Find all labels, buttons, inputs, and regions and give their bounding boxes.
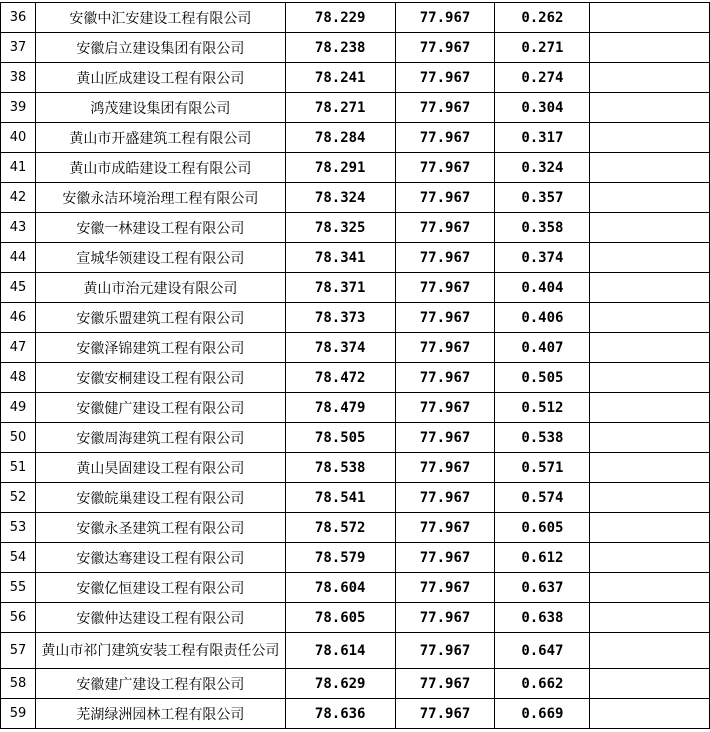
value-cell-1: 78.479 <box>285 393 395 423</box>
value-cell-2: 77.967 <box>395 453 495 483</box>
table-row <box>1 669 710 699</box>
row-number-cell: 51 <box>1 453 36 483</box>
value-cell-2: 77.967 <box>395 603 495 633</box>
value-cell-1: 78.341 <box>285 243 395 273</box>
company-name-cell: 安徽仲达建设工程有限公司 <box>35 603 285 633</box>
value-cell-3: 0.638 <box>495 603 590 633</box>
table-row <box>1 93 710 123</box>
value-cell-2: 77.967 <box>395 33 495 63</box>
value-cell-1: 78.614 <box>285 633 395 669</box>
empty-cell <box>590 123 710 153</box>
value-cell-2: 77.967 <box>395 699 495 729</box>
empty-cell <box>590 669 710 699</box>
row-number-cell: 42 <box>1 183 36 213</box>
value-cell-3: 0.358 <box>495 213 590 243</box>
value-cell-3: 0.406 <box>495 303 590 333</box>
company-name-cell: 黄山匠成建设工程有限公司 <box>35 63 285 93</box>
row-number-cell: 47 <box>1 333 36 363</box>
value-cell-2: 77.967 <box>395 393 495 423</box>
company-name-cell: 芜湖绿洲园林工程有限公司 <box>35 699 285 729</box>
empty-cell <box>590 573 710 603</box>
value-cell-3: 0.271 <box>495 33 590 63</box>
row-number-cell: 38 <box>1 63 36 93</box>
value-cell-3: 0.407 <box>495 333 590 363</box>
value-cell-1: 78.538 <box>285 453 395 483</box>
table-row <box>1 699 710 729</box>
table-row <box>1 153 710 183</box>
row-number-cell: 56 <box>1 603 36 633</box>
value-cell-2: 77.967 <box>395 633 495 669</box>
company-name-cell: 安徽永圣建筑工程有限公司 <box>35 513 285 543</box>
value-cell-1: 78.604 <box>285 573 395 603</box>
results-table <box>0 2 710 729</box>
value-cell-3: 0.304 <box>495 93 590 123</box>
table-row <box>1 393 710 423</box>
row-number-cell: 46 <box>1 303 36 333</box>
company-name-cell: 安徽乐盟建筑工程有限公司 <box>35 303 285 333</box>
value-cell-3: 0.324 <box>495 153 590 183</box>
company-name-cell: 安徽一林建设工程有限公司 <box>35 213 285 243</box>
company-name-cell: 安徽皖巢建设工程有限公司 <box>35 483 285 513</box>
value-cell-1: 78.324 <box>285 183 395 213</box>
company-name-cell: 安徽健广建设工程有限公司 <box>35 393 285 423</box>
row-number-cell: 39 <box>1 93 36 123</box>
empty-cell <box>590 93 710 123</box>
value-cell-2: 77.967 <box>395 573 495 603</box>
row-number-cell: 53 <box>1 513 36 543</box>
table-row <box>1 513 710 543</box>
value-cell-2: 77.967 <box>395 63 495 93</box>
table-row <box>1 573 710 603</box>
value-cell-3: 0.357 <box>495 183 590 213</box>
row-number-cell: 41 <box>1 153 36 183</box>
value-cell-3: 0.669 <box>495 699 590 729</box>
value-cell-2: 77.967 <box>395 333 495 363</box>
table-row <box>1 333 710 363</box>
value-cell-3: 0.505 <box>495 363 590 393</box>
value-cell-3: 0.512 <box>495 393 590 423</box>
table-row <box>1 3 710 33</box>
value-cell-1: 78.541 <box>285 483 395 513</box>
value-cell-2: 77.967 <box>395 3 495 33</box>
company-name-cell: 黄山市祁门建筑安装工程有限责任公司 <box>35 633 285 669</box>
company-name-cell: 安徽建广建设工程有限公司 <box>35 669 285 699</box>
empty-cell <box>590 273 710 303</box>
row-number-cell: 49 <box>1 393 36 423</box>
value-cell-2: 77.967 <box>395 513 495 543</box>
table-row <box>1 303 710 333</box>
table-row <box>1 243 710 273</box>
value-cell-3: 0.262 <box>495 3 590 33</box>
empty-cell <box>590 363 710 393</box>
empty-cell <box>590 633 710 669</box>
value-cell-3: 0.538 <box>495 423 590 453</box>
value-cell-2: 77.967 <box>395 483 495 513</box>
company-name-cell: 安徽启立建设集团有限公司 <box>35 33 285 63</box>
company-name-cell: 安徽中汇安建设工程有限公司 <box>35 3 285 33</box>
value-cell-3: 0.637 <box>495 573 590 603</box>
row-number-cell: 48 <box>1 363 36 393</box>
empty-cell <box>590 183 710 213</box>
table-row <box>1 423 710 453</box>
empty-cell <box>590 423 710 453</box>
value-cell-1: 78.636 <box>285 699 395 729</box>
empty-cell <box>590 483 710 513</box>
company-name-cell: 黄山昊固建设工程有限公司 <box>35 453 285 483</box>
value-cell-2: 77.967 <box>395 153 495 183</box>
table-row <box>1 453 710 483</box>
value-cell-1: 78.371 <box>285 273 395 303</box>
empty-cell <box>590 153 710 183</box>
value-cell-2: 77.967 <box>395 303 495 333</box>
table-body <box>1 3 710 729</box>
value-cell-3: 0.662 <box>495 669 590 699</box>
table-row <box>1 483 710 513</box>
value-cell-1: 78.579 <box>285 543 395 573</box>
table-row <box>1 183 710 213</box>
company-name-cell: 安徽达骞建设工程有限公司 <box>35 543 285 573</box>
table-row <box>1 33 710 63</box>
value-cell-2: 77.967 <box>395 93 495 123</box>
row-number-cell: 52 <box>1 483 36 513</box>
empty-cell <box>590 33 710 63</box>
value-cell-3: 0.571 <box>495 453 590 483</box>
value-cell-2: 77.967 <box>395 423 495 453</box>
row-number-cell: 54 <box>1 543 36 573</box>
company-name-cell: 安徽周海建筑工程有限公司 <box>35 423 285 453</box>
empty-cell <box>590 213 710 243</box>
table-row <box>1 363 710 393</box>
company-name-cell: 宣城华领建设工程有限公司 <box>35 243 285 273</box>
row-number-cell: 37 <box>1 33 36 63</box>
value-cell-1: 78.271 <box>285 93 395 123</box>
company-name-cell: 安徽永洁环境治理工程有限公司 <box>35 183 285 213</box>
value-cell-2: 77.967 <box>395 363 495 393</box>
company-name-cell: 安徽安桐建设工程有限公司 <box>35 363 285 393</box>
row-number-cell: 57 <box>1 633 36 669</box>
table-row <box>1 123 710 153</box>
value-cell-3: 0.574 <box>495 483 590 513</box>
value-cell-2: 77.967 <box>395 273 495 303</box>
value-cell-1: 78.284 <box>285 123 395 153</box>
value-cell-3: 0.404 <box>495 273 590 303</box>
empty-cell <box>590 3 710 33</box>
table-row <box>1 273 710 303</box>
row-number-cell: 55 <box>1 573 36 603</box>
value-cell-1: 78.373 <box>285 303 395 333</box>
value-cell-1: 78.605 <box>285 603 395 633</box>
value-cell-1: 78.374 <box>285 333 395 363</box>
value-cell-1: 78.241 <box>285 63 395 93</box>
row-number-cell: 44 <box>1 243 36 273</box>
company-name-cell: 鸿茂建设集团有限公司 <box>35 93 285 123</box>
table-row <box>1 543 710 573</box>
company-name-cell: 安徽泽锦建筑工程有限公司 <box>35 333 285 363</box>
value-cell-2: 77.967 <box>395 669 495 699</box>
value-cell-1: 78.505 <box>285 423 395 453</box>
row-number-cell: 58 <box>1 669 36 699</box>
table-row <box>1 633 710 669</box>
empty-cell <box>590 393 710 423</box>
company-name-cell: 黄山市治元建设有限公司 <box>35 273 285 303</box>
empty-cell <box>590 699 710 729</box>
empty-cell <box>590 63 710 93</box>
table-row <box>1 63 710 93</box>
value-cell-1: 78.325 <box>285 213 395 243</box>
row-number-cell: 36 <box>1 3 36 33</box>
row-number-cell: 50 <box>1 423 36 453</box>
value-cell-2: 77.967 <box>395 213 495 243</box>
row-number-cell: 45 <box>1 273 36 303</box>
company-name-cell: 黄山市开盛建筑工程有限公司 <box>35 123 285 153</box>
value-cell-3: 0.374 <box>495 243 590 273</box>
empty-cell <box>590 513 710 543</box>
value-cell-1: 78.229 <box>285 3 395 33</box>
value-cell-1: 78.629 <box>285 669 395 699</box>
value-cell-2: 77.967 <box>395 243 495 273</box>
value-cell-2: 77.967 <box>395 123 495 153</box>
value-cell-1: 78.291 <box>285 153 395 183</box>
row-number-cell: 40 <box>1 123 36 153</box>
value-cell-3: 0.274 <box>495 63 590 93</box>
empty-cell <box>590 303 710 333</box>
value-cell-2: 77.967 <box>395 183 495 213</box>
company-name-cell: 黄山市成皓建设工程有限公司 <box>35 153 285 183</box>
table-row <box>1 603 710 633</box>
row-number-cell: 59 <box>1 699 36 729</box>
empty-cell <box>590 543 710 573</box>
empty-cell <box>590 243 710 273</box>
empty-cell <box>590 453 710 483</box>
value-cell-2: 77.967 <box>395 543 495 573</box>
row-number-cell: 43 <box>1 213 36 243</box>
value-cell-1: 78.572 <box>285 513 395 543</box>
value-cell-1: 78.238 <box>285 33 395 63</box>
value-cell-3: 0.612 <box>495 543 590 573</box>
table-row <box>1 213 710 243</box>
value-cell-3: 0.605 <box>495 513 590 543</box>
value-cell-3: 0.317 <box>495 123 590 153</box>
empty-cell <box>590 333 710 363</box>
company-name-cell: 安徽亿恒建设工程有限公司 <box>35 573 285 603</box>
value-cell-3: 0.647 <box>495 633 590 669</box>
empty-cell <box>590 603 710 633</box>
value-cell-1: 78.472 <box>285 363 395 393</box>
